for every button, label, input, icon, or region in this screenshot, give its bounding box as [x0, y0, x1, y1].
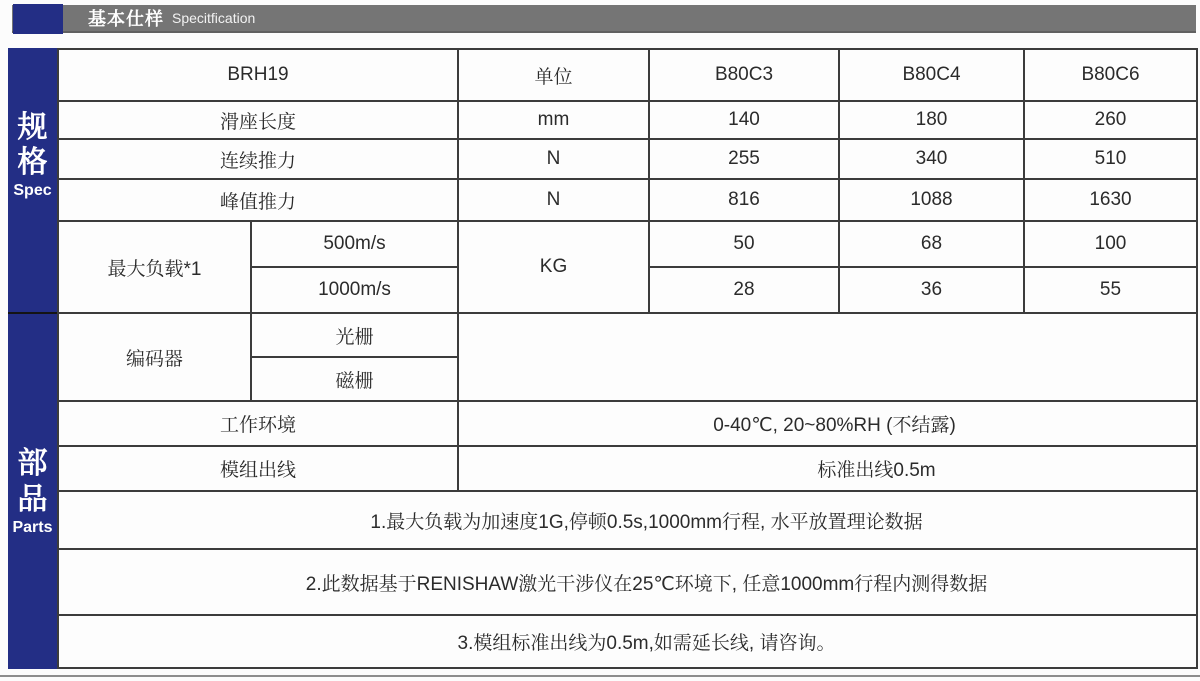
value-cell: 180 [839, 101, 1024, 139]
rail-spec-label-en: Spec [13, 182, 52, 200]
row-unit: N [458, 179, 649, 221]
table-row-note-3 [58, 615, 1197, 668]
rail-spec-label-zh: 规格 [17, 111, 48, 180]
table-row-note-1 [58, 491, 1197, 549]
table-row-environment [58, 401, 1197, 446]
column-header-b80c4: B80C4 [839, 49, 1024, 101]
encoder-type-label: 光栅 [251, 313, 458, 357]
row-label: 峰值推力 [58, 179, 458, 221]
rail-section-parts [8, 312, 57, 669]
column-header-b80c6: B80C6 [1024, 49, 1197, 101]
max-load-speed-label: 500m/s [251, 221, 458, 267]
accent-square [13, 4, 63, 34]
cable-value: 标准出线0.5m [458, 446, 1197, 491]
spec-table [57, 48, 1198, 669]
row-label: 连续推力 [58, 139, 458, 179]
environment-value: 0-40℃, 20~80%RH (不结露) [458, 401, 1197, 446]
column-header-b80c3: B80C3 [649, 49, 839, 101]
table-row-note-2 [58, 549, 1197, 615]
page-bottom-divider [0, 675, 1200, 677]
rail-parts-label-en: Parts [12, 518, 53, 536]
row-label: 滑座长度 [58, 101, 458, 139]
encoder-type-label: 磁栅 [251, 357, 458, 401]
value-cell: 340 [839, 139, 1024, 179]
value-cell: 255 [649, 139, 839, 179]
section-title-en: Specitfication [172, 10, 256, 26]
value-cell: 68 [839, 221, 1024, 267]
note-2: 2.此数据基于RENISHAW激光干涉仪在25℃环境下, 任意1000mm行程内测得数据 [58, 549, 1197, 615]
encoder-label: 编码器 [58, 313, 251, 401]
value-cell: 28 [649, 267, 839, 313]
rail-section-spec [8, 48, 57, 312]
table-row-cable [58, 446, 1197, 491]
table-row-header [58, 49, 1197, 101]
max-load-label: 最大负载*1 [58, 221, 251, 313]
max-load-speed-label: 1000m/s [251, 267, 458, 313]
value-cell: 1630 [1024, 179, 1197, 221]
value-cell: 140 [649, 101, 839, 139]
note-1: 1.最大负载为加速度1G,停顿0.5s,1000mm行程, 水平放置理论数据 [58, 491, 1197, 549]
section-title-zh: 基本仕样 [88, 9, 164, 29]
value-cell: 50 [649, 221, 839, 267]
category-rail [8, 48, 57, 669]
row-unit: N [458, 139, 649, 179]
value-cell: 36 [839, 267, 1024, 313]
value-cell: 510 [1024, 139, 1197, 179]
value-cell: 100 [1024, 221, 1197, 267]
table-row-encoder-optical [58, 313, 1197, 357]
value-cell: 260 [1024, 101, 1197, 139]
encoder-value-cell-empty [458, 313, 1197, 401]
value-cell: 55 [1024, 267, 1197, 313]
cable-label: 模组出线 [58, 446, 458, 491]
environment-label: 工作环境 [58, 401, 458, 446]
table-row-peak-thrust [58, 179, 1197, 221]
max-load-unit: KG [458, 221, 649, 313]
section-title-bar [12, 5, 1196, 33]
table-row-continuous-thrust [58, 139, 1197, 179]
unit-header-cell: 单位 [458, 49, 649, 101]
value-cell: 1088 [839, 179, 1024, 221]
rail-parts-label-zh: 部品 [17, 447, 48, 516]
note-3: 3.模组标准出线为0.5m,如需延长线, 请咨询。 [58, 615, 1197, 668]
row-unit: mm [458, 101, 649, 139]
main-layout [8, 48, 1196, 669]
table-row-slider-length [58, 101, 1197, 139]
table-row-max-load-500 [58, 221, 1197, 267]
value-cell: 816 [649, 179, 839, 221]
model-name-cell: BRH19 [58, 49, 458, 101]
